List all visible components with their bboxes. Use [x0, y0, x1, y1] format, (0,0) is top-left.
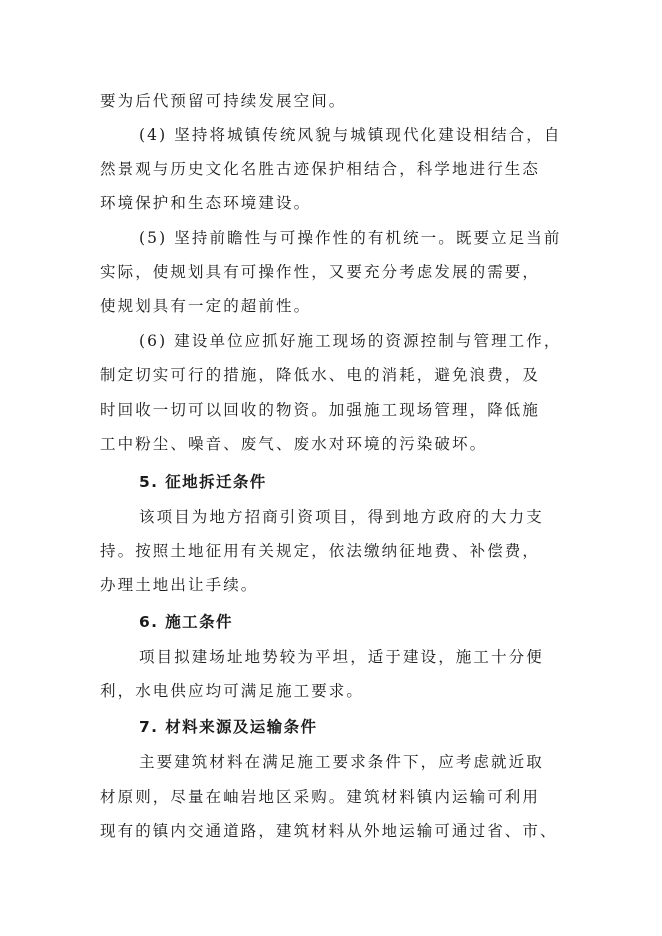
- section-heading: 7. 材料来源及运输条件: [139, 718, 318, 736]
- paragraph-line: 使规划具有一定的超前性。: [100, 297, 312, 315]
- paragraph-line: 工中粉尘、噪音、废气、废水对环境的污染破坏。: [100, 435, 488, 453]
- paragraph-line: 持。按照土地征用有关规定，依法缴纳征地费、补偿费，: [100, 542, 541, 560]
- paragraph-line: 实际，使规划具有可操作性，又要充分考虑发展的需要，: [100, 263, 541, 281]
- paragraph-line: 主要建筑材料在满足施工要求条件下，应考虑就近取: [139, 753, 544, 771]
- paragraph-line: 时回收一切可以回收的物资。加强施工现场管理，降低施: [100, 401, 541, 419]
- paragraph-line: 然景观与历史文化名胜古迹保护相结合，科学地进行生态: [100, 160, 541, 178]
- paragraph-line: 项目拟建场址地势较为平坦，适于建设，施工十分便: [139, 648, 544, 666]
- paragraph-line: (6) 建设单位应抓好施工现场的资源控制与管理工作，: [139, 332, 562, 350]
- paragraph-line: 利，水电供应均可满足施工要求。: [100, 682, 365, 700]
- section-heading: 6. 施工条件: [139, 613, 233, 631]
- paragraph-line: 制定切实可行的措施，降低水、电的消耗，避免浪费，及: [100, 366, 541, 384]
- paragraph-line: 材原则，尽量在岫岩地区采购。建筑材料镇内运输可利用: [100, 788, 541, 806]
- paragraph-line: 该项目为地方招商引资项目，得到地方政府的大力支: [139, 508, 544, 526]
- paragraph-line: (5) 坚持前瞻性与可操作性的有机统一。既要立足当前: [139, 229, 562, 247]
- paragraph-line: 要为后代预留可持续发展空间。: [100, 92, 347, 110]
- section-heading: 5. 征地拆迁条件: [139, 473, 267, 491]
- paragraph-line: 环境保护和生态环境建设。: [100, 194, 312, 212]
- paragraph-line: (4) 坚持将城镇传统风貌与城镇现代化建设相结合，自: [139, 126, 562, 144]
- paragraph-line: 办理土地出让手续。: [100, 576, 259, 594]
- paragraph-line: 现有的镇内交通道路，建筑材料从外地运输可通过省、市、: [100, 822, 558, 840]
